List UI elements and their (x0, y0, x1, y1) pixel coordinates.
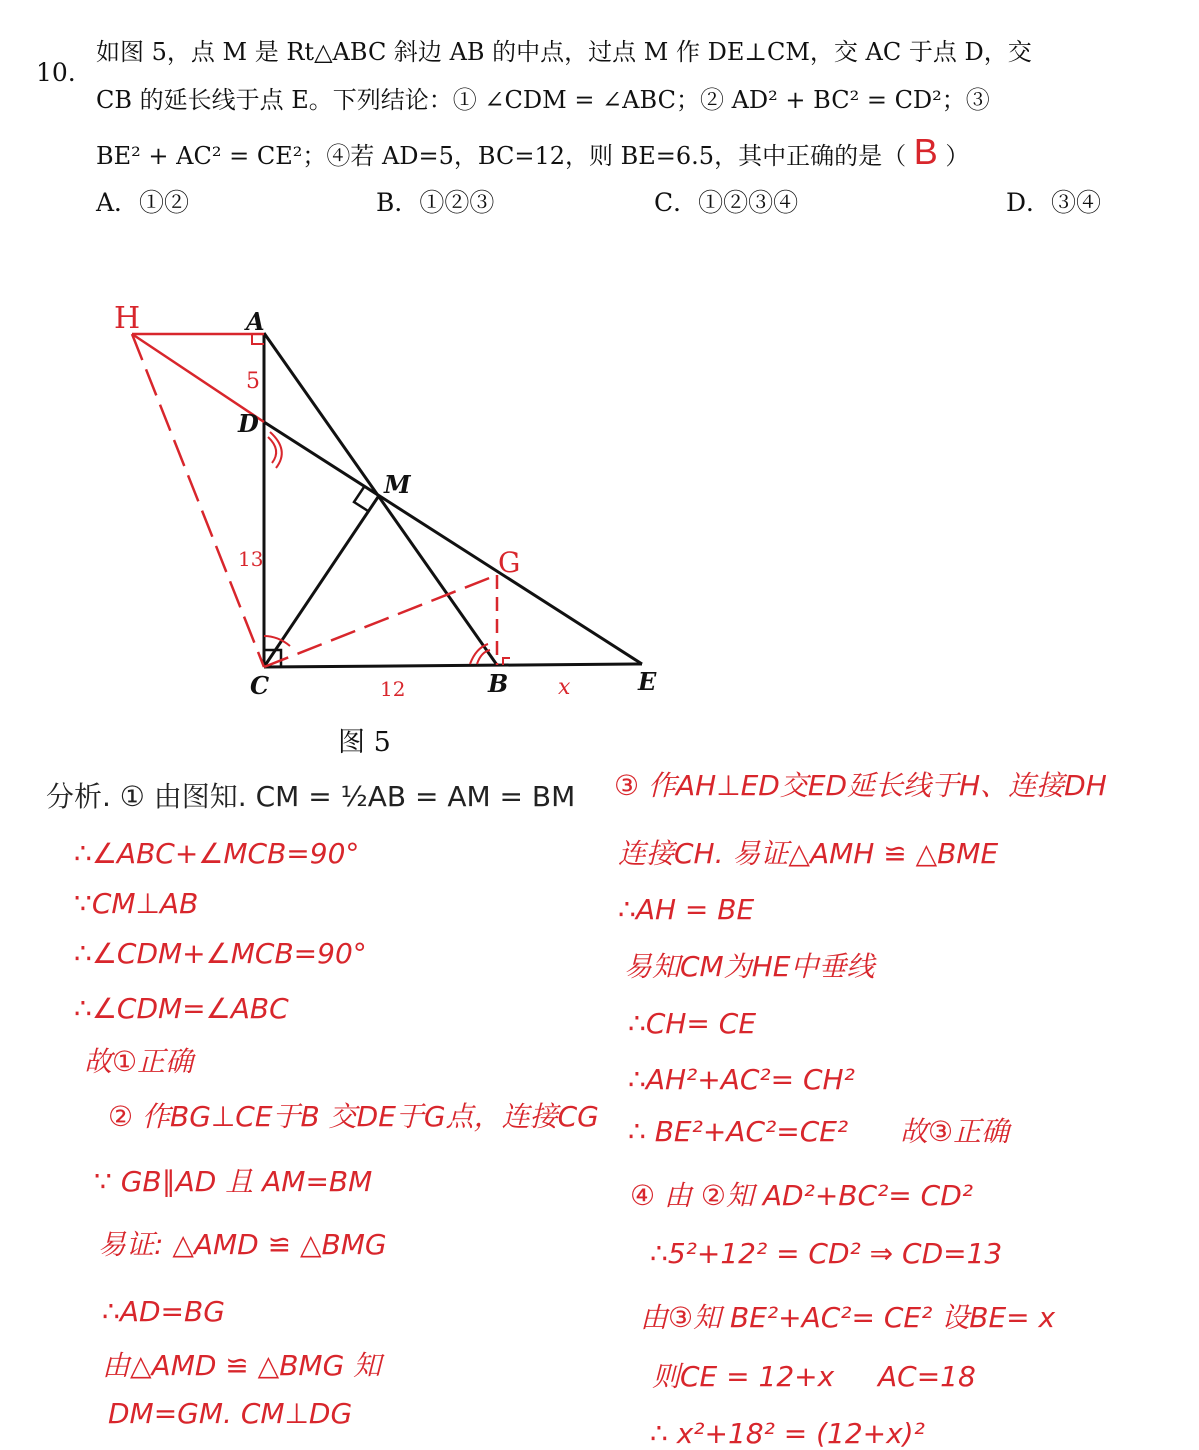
analysis-left-line-1: 分析. ① 由图知. CM = ½AB = AM = BM (46, 780, 576, 813)
analysis-right-line-3: ∴AH = BE (618, 893, 755, 926)
analysis-left-line-6: 故①正确 (84, 1045, 194, 1078)
label-be-length: x (558, 675, 571, 700)
label-ad-length: 5 (246, 369, 260, 394)
analysis-left-line-4: ∴∠CDM+∠MCB=90° (74, 937, 367, 970)
segment-cg-dashed (264, 575, 497, 667)
analysis-left-line-3: ∵CM⊥AB (74, 887, 199, 920)
analysis-left-line-8: ∵ GB∥AD 且 AM=BM (94, 1165, 373, 1198)
label-point-h: H (114, 301, 141, 336)
analysis-left-line-10: ∴AD=BG (102, 1295, 225, 1328)
analysis-right-line-7: ∴ BE²+AC²=CE² (628, 1115, 849, 1148)
analysis-left-line-2: ∴∠ABC+∠MCB=90° (74, 837, 360, 870)
analysis-right-line-4: 易知CM为HE中垂线 (624, 950, 875, 983)
segment-ce (264, 664, 642, 667)
option-a: A．①② (96, 188, 190, 217)
question-line-3-text: BE² + AC² = CE²；④若 AD=5，BC=12，则 BE=6.5，其中正确的是（ (96, 142, 907, 170)
segment-de (264, 422, 642, 664)
analysis-right-line-6: ∴AH²+AC²= CH² (628, 1063, 855, 1096)
analysis-left-line-11: 由△AMD ≌ △BMG 知 (102, 1349, 382, 1382)
label-point-b: B (488, 669, 509, 698)
analysis-right-line-2: 连接CH. 易证△AMH ≌ △BME (618, 837, 999, 870)
label-point-g: G (498, 546, 521, 579)
angle-mark-d (268, 437, 276, 463)
analysis-right-line-13: AC=18 (878, 1360, 976, 1393)
angle-mark-c (264, 636, 290, 646)
option-d: D．③④ (1006, 188, 1102, 217)
option-c: C．①②③④ (654, 188, 799, 217)
analysis-left-line-12: DM=GM. CM⊥DG (108, 1397, 353, 1430)
analysis-left-line-7: ② 作BG⊥CE于B 交DE于G点，连接CG (108, 1100, 599, 1133)
right-angle-m (354, 487, 368, 511)
analysis-right-line-14: ∴ x²+18² = (12+x)² (650, 1417, 925, 1450)
question-line-1: 如图 5，点 M 是 Rt△ABC 斜边 AB 的中点，过点 M 作 DE⊥CM，交 AC 于点 D，交 (96, 38, 1032, 66)
analysis-right-line-10: ∴5²+12² = CD² ⇒ CD=13 (650, 1237, 1003, 1270)
label-point-d: D (238, 409, 259, 438)
label-point-m: M (384, 470, 411, 499)
answer-mark: B (913, 131, 938, 172)
question-line-3-end: ） (945, 142, 970, 170)
analysis-right-line-11: 由③知 BE²+AC²= CE² 设BE= x (640, 1301, 1056, 1334)
analysis-right-line-5: ∴CH= CE (628, 1007, 757, 1040)
question-line-2: CB 的延长线于点 E。下列结论：① ∠CDM = ∠ABC；② AD² + BC² = CD²；③ (96, 86, 990, 114)
analysis-right-line-9: ④ 由 ②知 AD²+BC²= CD² (630, 1179, 973, 1212)
analysis-right-line-8: 故③正确 (900, 1115, 1010, 1148)
figure-black-lines (264, 333, 642, 667)
analysis-left-line-9: 易证: △AMD ≌ △BMG (98, 1228, 387, 1261)
label-cb-length: 12 (380, 677, 406, 701)
label-dc-length: 13 (238, 547, 264, 571)
segment-cm (264, 497, 378, 667)
analysis-right-line-1: ③ 作AH⊥ED交ED延长线于H、连接DH (614, 769, 1107, 802)
option-b: B．①②③ (376, 188, 495, 217)
analysis-right-line-12: 则CE = 12+x (652, 1360, 835, 1393)
label-point-c: C (250, 671, 270, 700)
analysis-left-line-5: ∴∠CDM=∠ABC (74, 992, 289, 1025)
figure-red-lines (132, 334, 510, 667)
label-point-a: A (246, 307, 265, 336)
question-number: 10. (36, 58, 76, 87)
segment-hc-dashed (132, 334, 264, 667)
figure-caption: 图 5 (338, 727, 391, 758)
label-point-e: E (638, 667, 657, 696)
